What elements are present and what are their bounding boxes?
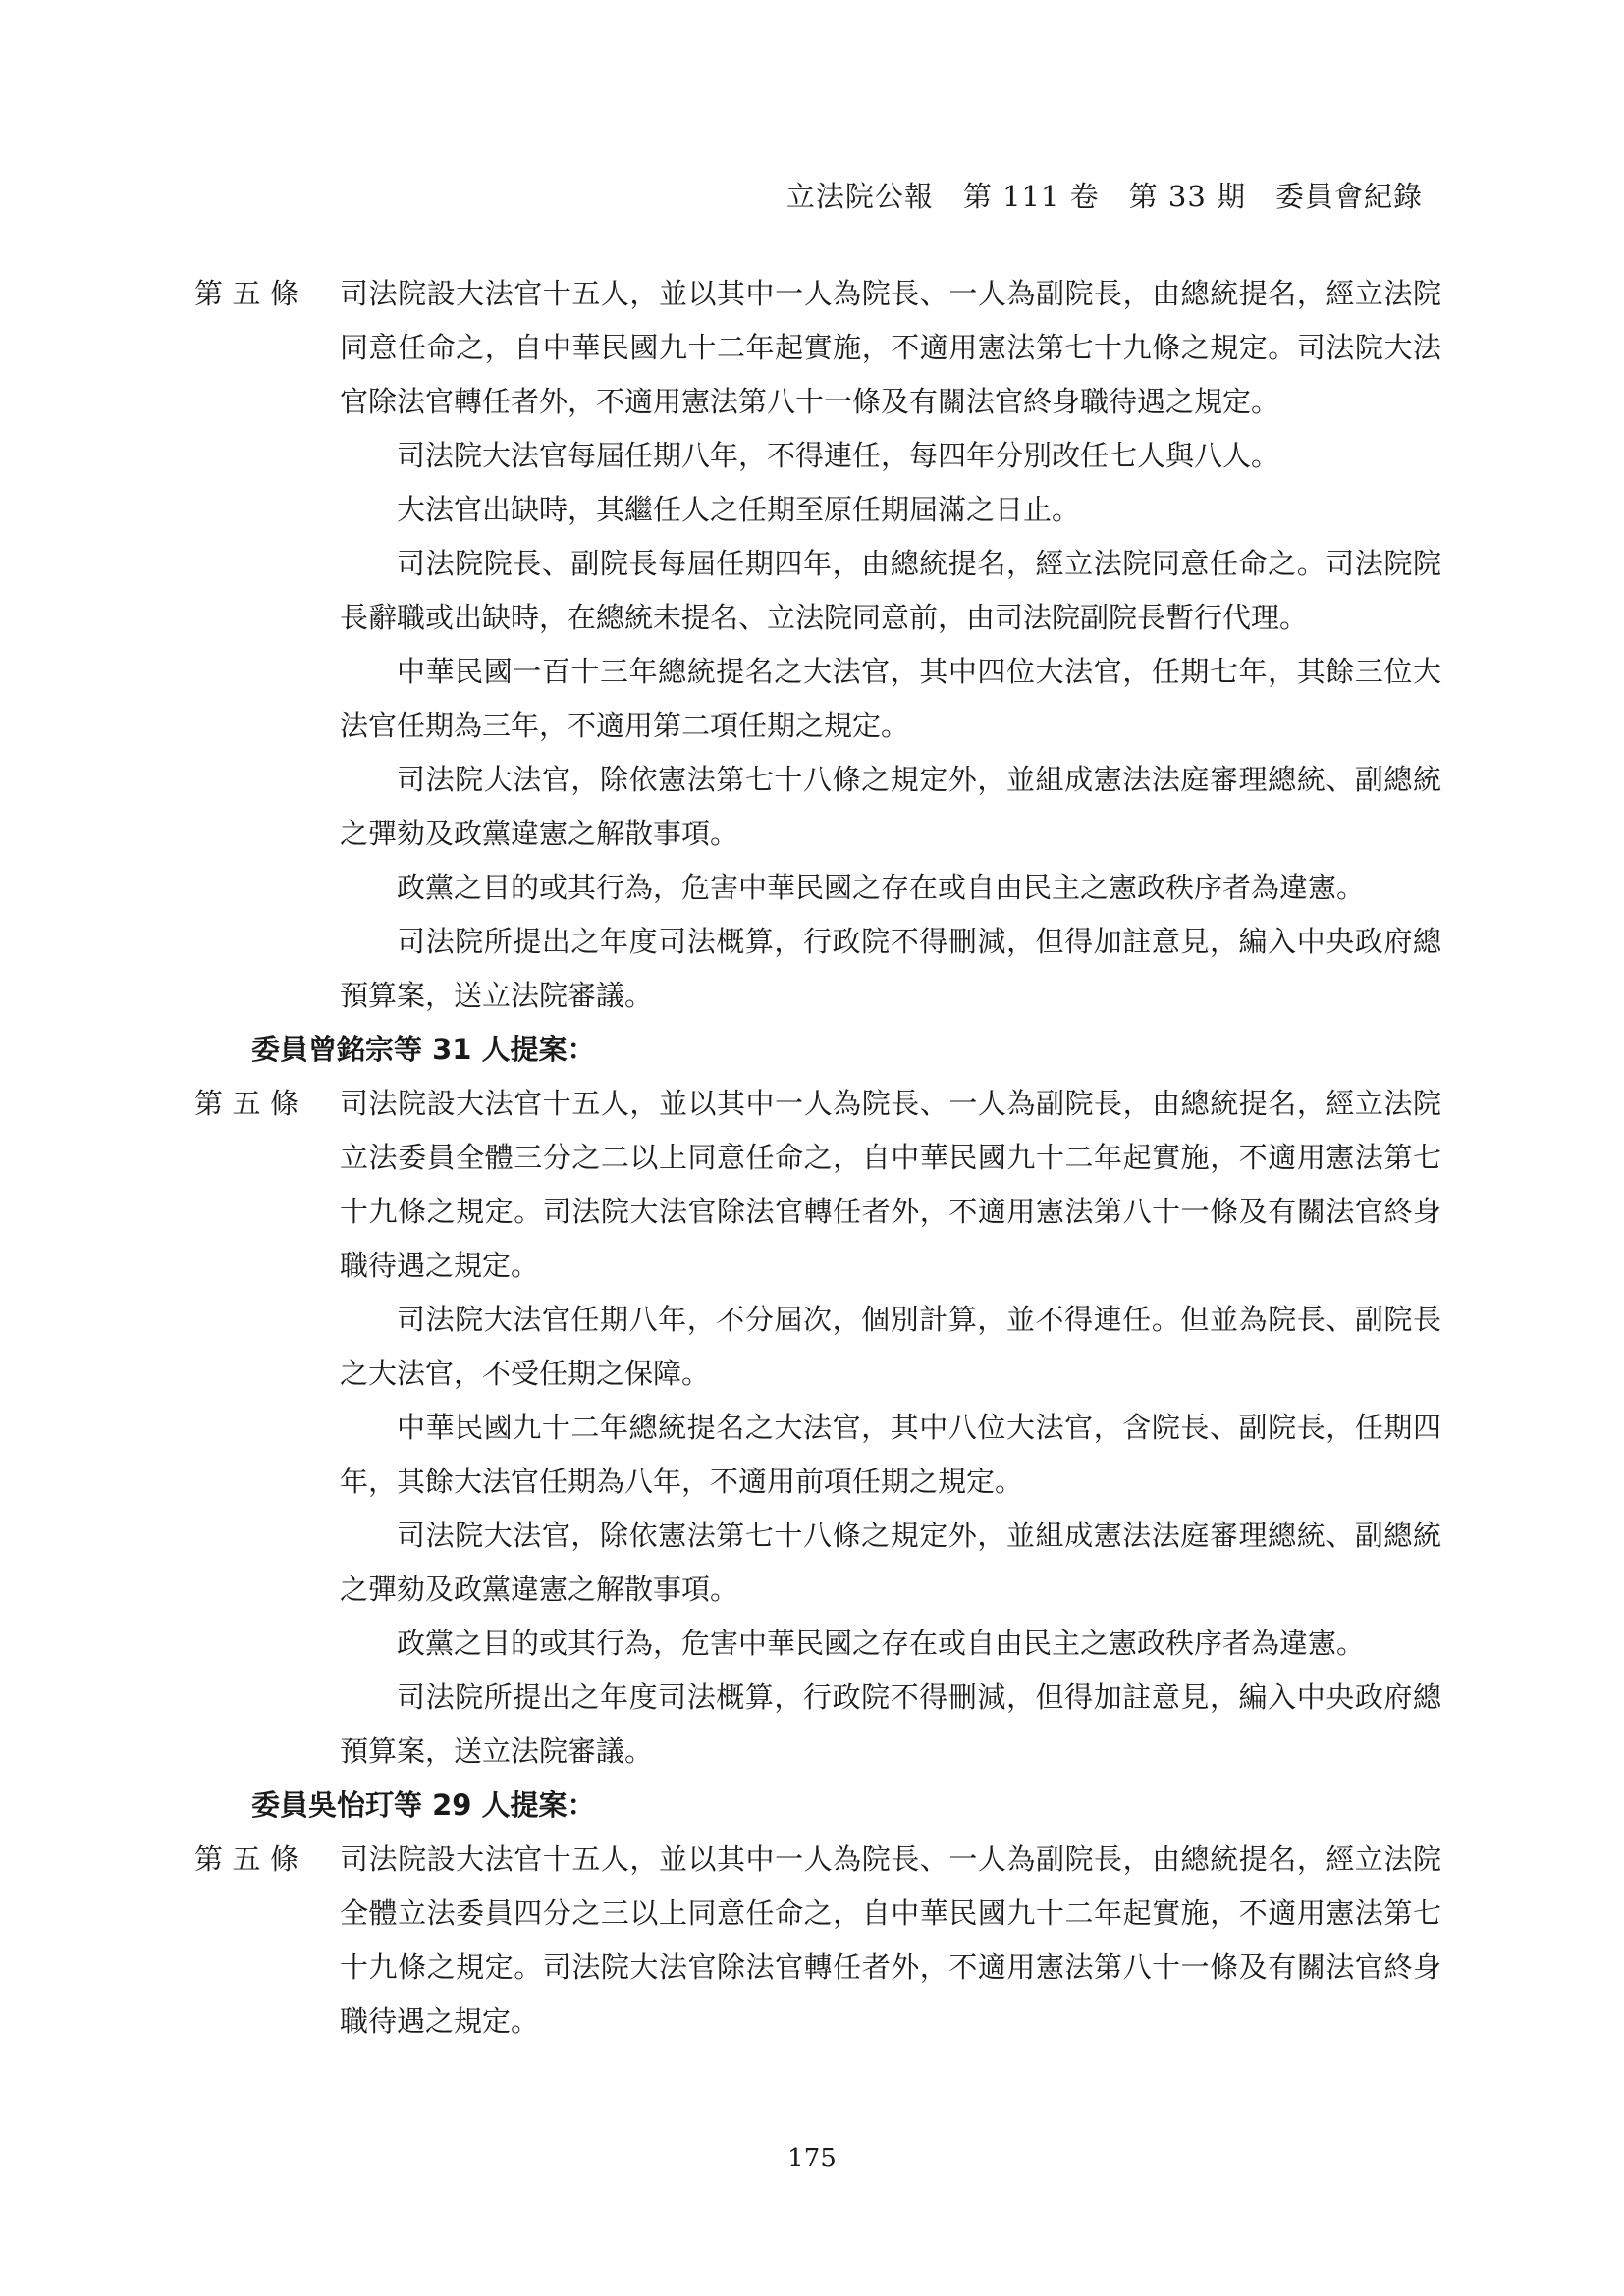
paragraph: 司法院設大法官十五人，並以其中一人為院長、一人為副院長，由總統提名，經立法院全體立法委員四分之三以上同意任命之，自中華民國九十二年起實施，不適用憲法第七十九條之規定。司法院大法官除法官轉任者外，不適用憲法第八十一條及有關法官終身職待遇之規定。 [340,1842,1441,2038]
proposer-heading: 委員曾銘宗等 31 人提案： [251,1033,596,1066]
article-section-1 [194,267,1441,1023]
proposer-heading: 委員吳怡玎等 29 人提案： [251,1789,596,1822]
article-label: 第 五 條 [194,1087,298,1120]
document-body [194,267,1441,2049]
paragraph: 司法院大法官任期八年，不分屆次，個別計算，並不得連任。但並為院長、副院長之大法官，不受任期之保障。 [340,1303,1441,1390]
paragraph: 司法院所提出之年度司法概算，行政院不得刪減，但得加註意見，編入中央政府總預算案，送立法院審議。 [340,1681,1441,1768]
paragraph: 司法院設大法官十五人，並以其中一人為院長、一人為副院長，由總統提名，經立法院同意任命之，自中華民國九十二年起實施，不適用憲法第七十九條之規定。司法院大法官除法官轉任者外，不適用憲法第八十一條及有關法官終身職待遇之規定。 [340,277,1441,418]
paragraph: 大法官出缺時，其繼任人之任期至原任期屆滿之日止。 [397,493,1081,526]
paragraph: 政黨之目的或其行為，危害中華民國之存在或自由民主之憲政秩序者為違憲。 [397,1627,1366,1660]
article-section-2 [194,1077,1441,1779]
article-label: 第 五 條 [194,277,298,310]
paragraph: 政黨之目的或其行為，危害中華民國之存在或自由民主之憲政秩序者為違憲。 [397,871,1366,904]
page-number: 175 [787,2144,837,2173]
paragraph: 司法院設大法官十五人，並以其中一人為院長、一人為副院長，由總統提名，經立法院立法委員全體三分之二以上同意任命之，自中華民國九十二年起實施，不適用憲法第七十九條之規定。司法院大法官除法官轉任者外，不適用憲法第八十一條及有關法官終身職待遇之規定。 [340,1087,1441,1282]
paragraph: 司法院大法官，除依憲法第七十八條之規定外，並組成憲法法庭審理總統、副總統之彈劾及政黨違憲之解散事項。 [340,763,1441,850]
paragraph: 司法院大法官每屆任期八年，不得連任，每四年分別改任七人與八人。 [397,439,1280,472]
article-label: 第 五 條 [194,1842,298,1876]
article-section-3 [194,1833,1441,2049]
paragraph: 司法院大法官，除依憲法第七十八條之規定外，並組成憲法法庭審理總統、副總統之彈劾及政黨違憲之解散事項。 [340,1519,1441,1606]
page-header: 立法院公報 第 111 卷 第 33 期 委員會紀錄 [785,180,1423,213]
paragraph: 司法院所提出之年度司法概算，行政院不得刪減，但得加註意見，編入中央政府總預算案，送立法院審議。 [340,925,1441,1012]
paragraph: 中華民國一百十三年總統提名之大法官，其中四位大法官，任期七年，其餘三位大法官任期為三年，不適用第二項任期之規定。 [340,655,1441,742]
paragraph: 司法院院長、副院長每屆任期四年，由總統提名，經立法院同意任命之。司法院院長辭職或出缺時，在總統未提名、立法院同意前，由司法院副院長暫行代理。 [340,547,1441,634]
paragraph: 中華民國九十二年總統提名之大法官，其中八位大法官，含院長、副院長，任期四年，其餘大法官任期為八年，不適用前項任期之規定。 [340,1411,1441,1498]
